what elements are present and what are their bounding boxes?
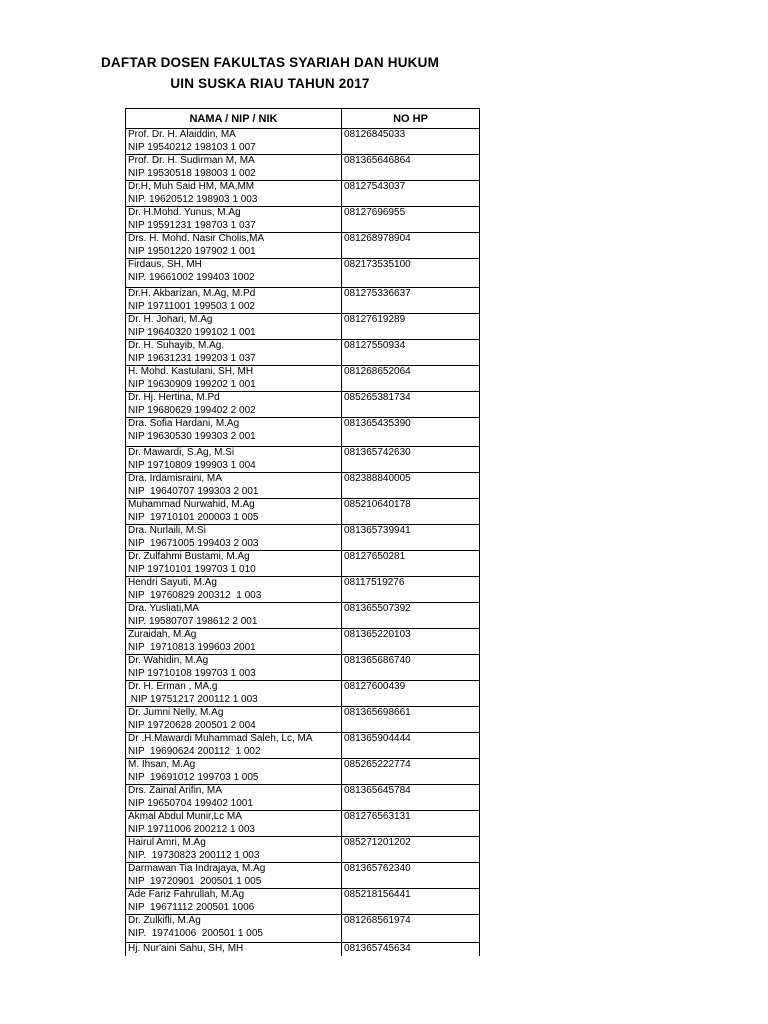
phone-number: 081365645784 [342,785,480,811]
table-row [126,681,480,695]
phone-number: 081365904444 [342,733,480,759]
document-title-line2: UIN SUSKA RIAU TAHUN 2017 [170,76,370,91]
lecturer-name: Drs. H. Mohd. Nasir Cholis,MA [126,233,342,247]
table-row [126,366,480,380]
lecturer-nip: NIP 19530518 198003 1 002 [126,168,342,181]
lecturer-name: Akmal Abdul Munir,Lc MA [126,811,342,825]
lecturer-table [125,108,480,956]
lecturer-nip: NIP 19591231 198703 1 037 [126,220,342,233]
lecturer-nip: NIP 19710101 200003 1 005 [126,512,342,525]
phone-number: 085265222774 [342,759,480,785]
phone-number: 08126845033 [342,129,480,155]
lecturer-name: Dra. Irdamisraini, MA [126,473,342,487]
lecturer-name: Dr. H. Johari, M.Ag [126,314,342,328]
phone-number: 082173535100 [342,259,480,288]
lecturer-nip: NIP 19630909 199202 1 001 [126,379,342,392]
lecturer-name: Dr. Zulfahmi Bustami, M.Ag [126,551,342,565]
phone-number: 081365646864 [342,155,480,181]
phone-number: 081365698661 [342,707,480,733]
lecturer-name: Dr. H.Mohd. Yunus, M.Ag [126,207,342,221]
table-row [126,915,480,929]
table-row [126,314,480,328]
phone-number: 08117519276 [342,577,480,603]
lecturer-name: Darmawan Tia Indrajaya, M.Ag [126,863,342,877]
phone-number: 08127696955 [342,207,480,233]
lecturer-name: Ade Fariz Fahrullah, M.Ag [126,889,342,903]
document-title-line1: DAFTAR DOSEN FAKULTAS SYARIAH DAN HUKUM [100,55,440,70]
lecturer-nip: NIP. 19661002 199403 1002 [126,272,342,288]
phone-number: 085210640178 [342,499,480,525]
lecturer-name: Dr. Wahidin, M.Ag [126,655,342,669]
lecturer-name: Dra. Sofia Hardani, M.Ag [126,418,342,432]
phone-number: 08127543037 [342,181,480,207]
column-header-name: NAMA / NIP / NIK [126,109,342,129]
lecturer-name: Prof. Dr. H. Sudirman M, MA [126,155,342,169]
table-row [126,603,480,617]
lecturer-name: H. Mohd. Kastulani, SH, MH [126,366,342,380]
lecturer-nip: NIP 19630530 199303 2 001 [126,431,342,447]
lecturer-name: Muhammad Nurwahid, M.Ag [126,499,342,513]
phone-number: 08127600439 [342,681,480,707]
table-row [126,288,480,302]
lecturer-nip: NIP. 19620512 198903 1 003 [126,194,342,207]
table-row [126,629,480,643]
lecturer-name: Dr. Hj. Hertina, M.Pd [126,392,342,406]
phone-number: 081275336637 [342,288,480,314]
lecturer-nip: NIP 19650704 199402 1001 [126,798,342,811]
table-row [126,889,480,903]
lecturer-name: Dr. Zulkifli, M.Ag [126,915,342,929]
lecturer-name: Firdaus, SH, MH [126,259,342,273]
lecturer-name: Dr. H. Suhayib, M.Ag. [126,340,342,354]
lecturer-name: Dra. Nurlaili, M.Si [126,525,342,539]
lecturer-nip: NIP 19711001 199503 1 002 [126,301,342,314]
lecturer-name: Hj. Nur'aini Sahu, SH, MH [126,943,342,957]
lecturer-nip: NIP 19680629 199402 2 002 [126,405,342,418]
lecturer-nip: NIP 19720901 200501 1 005 [126,876,342,889]
table-row [126,655,480,669]
table-row [126,447,480,461]
table-row [126,155,480,169]
lecturer-nip: NIP 19691012 199703 1 005 [126,772,342,785]
phone-number: 08127619289 [342,314,480,340]
lecturer-name: Dr.H, Muh Said HM, MA,MM [126,181,342,195]
lecturer-nip: NIP 19751217 200112 1 003 [126,694,342,707]
lecturer-name: Dr. Jumni Nelly, M.Ag [126,707,342,721]
phone-number: 08127550934 [342,340,480,366]
lecturer-name: Dr .H.Mawardi Muhammad Saleh, Lc, MA [126,733,342,747]
lecturer-nip: NIP 19671005 199403 2 003 [126,538,342,551]
table-row [126,863,480,877]
lecturer-nip: NIP 19640320 199102 1 001 [126,327,342,340]
table-row [126,943,480,957]
lecturer-name: Dr. Mawardi, S.Ag, M.Si [126,447,342,461]
table-row [126,129,480,143]
table-row [126,525,480,539]
lecturer-nip: NIP. 19741006 200501 1 005 [126,928,342,943]
table-row [126,473,480,487]
table-row [126,499,480,513]
phone-number: 081365507392 [342,603,480,629]
lecturer-nip: NIP. 19580707 198612 2 001 [126,616,342,629]
table-row [126,759,480,773]
lecturer-nip: NIP 19710813 199603 2001 [126,642,342,655]
table-row [126,733,480,747]
lecturer-name: Hairul Amri, M.Ag [126,837,342,851]
table-row [126,811,480,825]
lecturer-name: M. Ihsan, M.Ag [126,759,342,773]
table-row [126,207,480,221]
lecturer-nip: NIP 19640707 199303 2 001 [126,486,342,499]
lecturer-nip: NIP 19710108 199703 1 003 [126,668,342,681]
table-row [126,233,480,247]
table-row [126,577,480,591]
phone-number: 08127650281 [342,551,480,577]
phone-number: 081365220103 [342,629,480,655]
phone-number: 081268561974 [342,915,480,943]
lecturer-nip: NIP 19760829 200312 1 003 [126,590,342,603]
lecturer-nip: NIP 19690624 200112 1 002 [126,746,342,759]
lecturer-nip: NIP 19710101 199703 1 010 [126,564,342,577]
phone-number: 081268978904 [342,233,480,259]
lecturer-nip: NIP 19631231 199203 1 037 [126,353,342,366]
phone-number: 081365745634 [342,943,480,957]
table-row [126,392,480,406]
table-row [126,181,480,195]
table-row [126,418,480,432]
phone-number: 085271201202 [342,837,480,863]
lecturer-nip: NIP 19720628 200501 2 004 [126,720,342,733]
table-row [126,259,480,273]
lecturer-nip: NIP 19540212 198103 1 007 [126,142,342,155]
phone-number: 081365762340 [342,863,480,889]
table-body [126,129,480,957]
phone-number: 081268652064 [342,366,480,392]
phone-number: 085265381734 [342,392,480,418]
table-row [126,837,480,851]
phone-number: 081276563131 [342,811,480,837]
phone-number: 081365742630 [342,447,480,473]
phone-number: 081365435390 [342,418,480,447]
table-row [126,551,480,565]
lecturer-name: Hendri Sayuti, M.Ag [126,577,342,591]
lecturer-nip: NIP 19501220 197902 1 001 [126,246,342,259]
lecturer-name: Zuraidah, M.Ag [126,629,342,643]
phone-number: 081365686740 [342,655,480,681]
lecturer-nip: NIP 19671112 200501 1006 [126,902,342,915]
lecturer-name: Dra. Yusliati,MA [126,603,342,617]
lecturer-nip: NIP. 19730823 200112 1 003 [126,850,342,863]
table-row [126,707,480,721]
lecturer-name: Dr. H. Erman , MA.g [126,681,342,695]
lecturer-name: Dr.H. Akbarizan, M.Ag, M.Pd [126,288,342,302]
phone-number: 085218156441 [342,889,480,915]
lecturer-nip: NIP 19710809 199903 1 004 [126,460,342,473]
table-row [126,785,480,799]
column-header-phone: NO HP [342,109,480,129]
lecturer-name: Prof. Dr. H. Alaiddin, MA [126,129,342,143]
phone-number: 082388840005 [342,473,480,499]
lecturer-nip: NIP 19711006 200212 1 003 [126,824,342,837]
table-row [126,340,480,354]
table-header-row [126,109,480,129]
phone-number: 081365739941 [342,525,480,551]
lecturer-name: Drs. Zainal Arifin, MA [126,785,342,799]
